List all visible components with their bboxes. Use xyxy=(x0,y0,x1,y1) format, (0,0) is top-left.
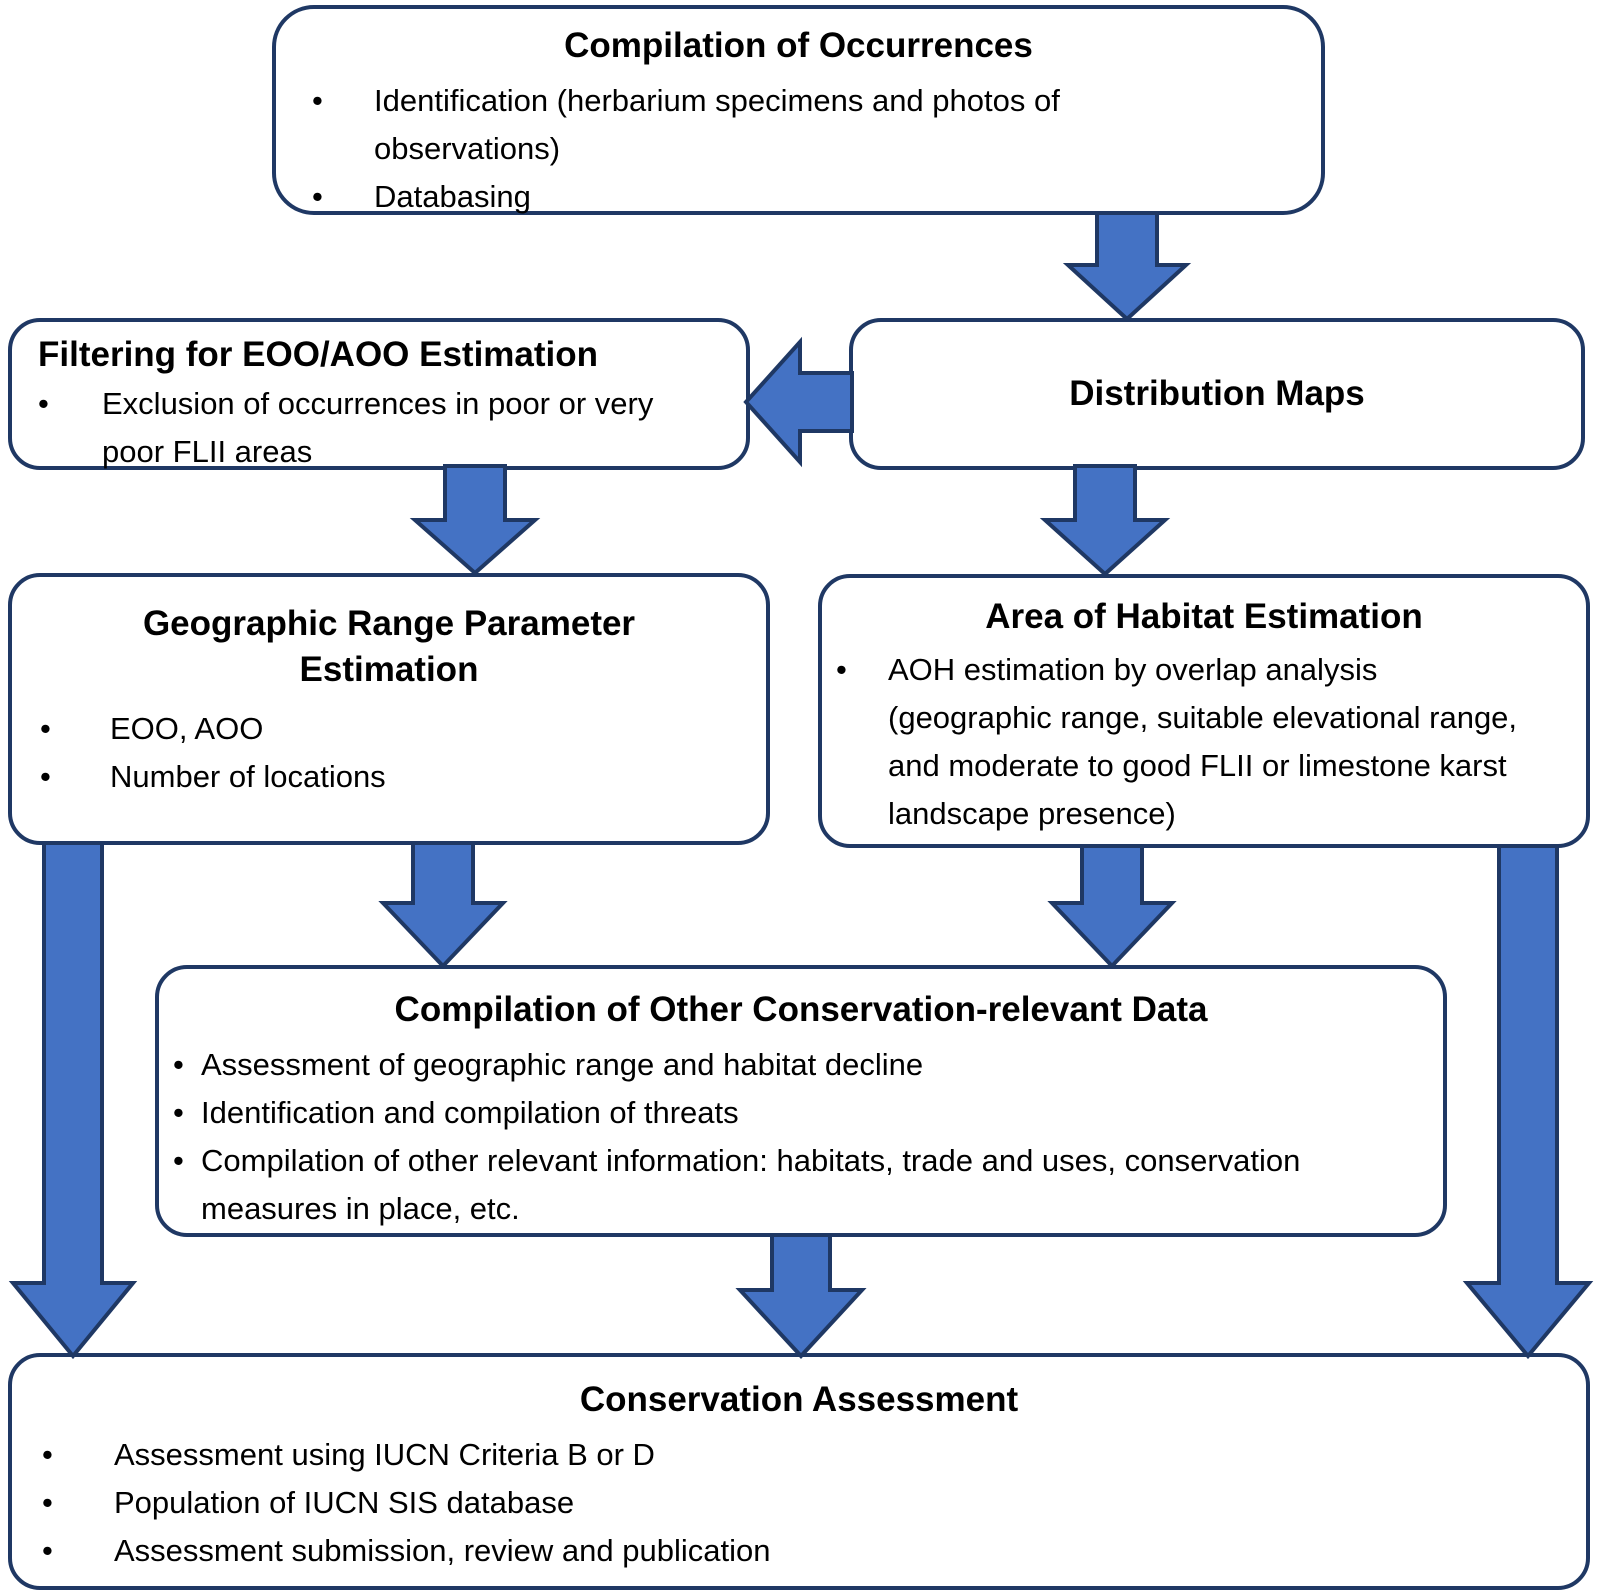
list-item xyxy=(42,1431,1546,1479)
list-item xyxy=(42,1479,1546,1527)
box-compilation-of-other-conservation-relevant-data xyxy=(155,965,1447,1237)
box-title: Compilation of Occurrences xyxy=(564,26,1033,65)
bullet-text: Assessment submission, review and publication xyxy=(114,1533,771,1568)
bullet-list xyxy=(822,646,1586,838)
list-item xyxy=(40,753,746,801)
list-item xyxy=(173,1041,1381,1089)
bullet-text: Number of locations xyxy=(110,759,386,794)
bullet-text: AOH estimation by overlap analysis (geographic range, suitable elevational range, and moderate to good FLII or limestone karst landscape presence) xyxy=(888,652,1518,831)
box-title: Geographic Range Parameter Estimation xyxy=(142,604,636,689)
box-geographic-range-parameter-estimation xyxy=(8,573,770,845)
bullet-marker: • xyxy=(42,1437,53,1472)
bullet-text: EOO, AOO xyxy=(110,711,264,746)
bullet-text: Compilation of other relevant information: habitats, trade and uses, conservation measures in place, etc. xyxy=(201,1143,1301,1226)
bullet-text: Assessment of geographic range and habitat decline xyxy=(201,1047,924,1082)
list-item xyxy=(312,173,1206,221)
box-title: Distribution Maps xyxy=(1069,374,1365,413)
box-distribution-maps xyxy=(849,318,1585,470)
box-title: Conservation Assessment xyxy=(579,1380,1019,1419)
box-title: Area of Habitat Estimation xyxy=(985,597,1423,636)
bullet-marker: • xyxy=(40,711,51,746)
down-arrow-other-data-to-assessment-icon xyxy=(740,1235,862,1356)
box-area-of-habitat-estimation xyxy=(818,574,1590,848)
list-item xyxy=(40,705,746,753)
down-arrow-geographic-range-to-other-data-icon xyxy=(383,843,503,966)
down-arrow-aoh-to-assessment-icon xyxy=(1467,846,1589,1356)
list-item xyxy=(173,1089,1381,1137)
bullet-marker: • xyxy=(173,1095,184,1130)
down-arrow-occurrences-to-distribution-maps-icon xyxy=(1068,213,1186,319)
bullet-list xyxy=(12,380,746,476)
bullet-text: Assessment using IUCN Criteria B or D xyxy=(114,1437,655,1472)
bullet-list xyxy=(276,77,1321,221)
bullet-marker: • xyxy=(38,386,49,421)
bullet-marker: • xyxy=(173,1143,184,1178)
down-arrow-aoh-to-other-data-icon xyxy=(1052,846,1172,966)
box-compilation-of-occurrences xyxy=(272,5,1325,215)
box-conservation-assessment xyxy=(8,1353,1590,1590)
list-item xyxy=(42,1527,1546,1575)
down-arrow-filtering-to-geographic-range-icon xyxy=(415,466,535,573)
list-item xyxy=(836,646,1526,838)
bullet-marker: • xyxy=(42,1485,53,1520)
bullet-text: Databasing xyxy=(374,179,531,214)
bullet-text: Exclusion of occurrences in poor or very poor FLII areas xyxy=(102,386,654,469)
down-arrow-distribution-maps-to-aoh-icon xyxy=(1045,466,1165,574)
bullet-marker: • xyxy=(42,1533,53,1568)
bullet-marker: • xyxy=(836,652,847,687)
bullet-text: Population of IUCN SIS database xyxy=(114,1485,575,1520)
list-item xyxy=(38,380,662,476)
bullet-list xyxy=(12,705,766,801)
bullet-list xyxy=(159,1041,1443,1233)
left-arrow-distribution-maps-to-filtering-icon xyxy=(746,342,852,462)
down-arrow-geographic-range-to-assessment-icon xyxy=(13,843,133,1356)
bullet-marker: • xyxy=(312,179,323,214)
bullet-text: Identification and compilation of threats xyxy=(201,1095,739,1130)
bullet-marker: • xyxy=(40,759,51,794)
bullet-marker: • xyxy=(312,83,323,118)
box-filtering-for-eoo-aoo-estimation xyxy=(8,318,750,470)
bullet-text: Identification (herbarium specimens and photos of observations) xyxy=(374,83,1060,166)
list-item xyxy=(173,1137,1381,1233)
box-title: Filtering for EOO/AOO Estimation xyxy=(38,335,599,374)
bullet-list xyxy=(12,1431,1586,1575)
bullet-marker: • xyxy=(173,1047,184,1082)
list-item xyxy=(312,77,1206,173)
box-title: Compilation of Other Conservation-relevant Data xyxy=(394,990,1208,1029)
